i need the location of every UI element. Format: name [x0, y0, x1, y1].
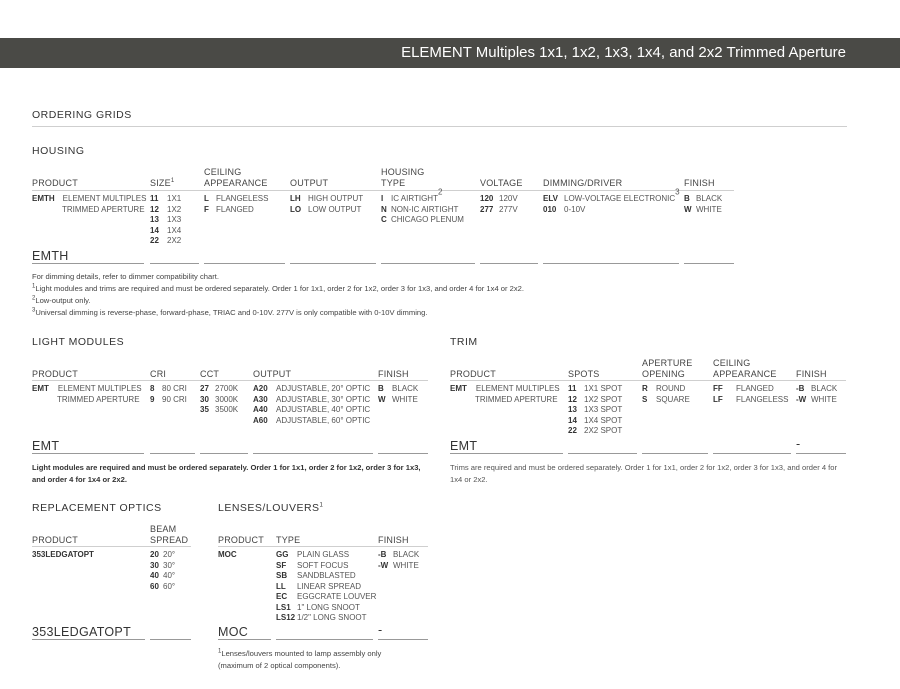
list-item: LL LINEAR SPREAD [276, 581, 362, 591]
trim-ceiling-header: CEILING APPEARANCE [713, 358, 777, 379]
order-field-housing-type[interactable] [381, 263, 475, 264]
housing-finish-list [684, 192, 722, 213]
list-item: SF SOFT FOCUS [276, 560, 349, 570]
list-item: A20 ADJUSTABLE, 20° OPTIC [253, 384, 371, 393]
lm-header-rule [32, 380, 428, 381]
order-field-ceiling[interactable] [713, 453, 791, 454]
order-field-dimming[interactable] [543, 263, 679, 264]
order-field-product[interactable] [32, 639, 145, 640]
list-item: C CHICAGO PLENUM [381, 215, 464, 224]
lenses-order-prefix: MOC [218, 625, 249, 639]
lm-product-header: PRODUCT [32, 369, 78, 379]
housing-type-header: HOUSING TYPE [381, 167, 425, 188]
list-item: 010 0-10V [543, 204, 586, 214]
list-item: 22 2X2 SPOT [568, 426, 623, 435]
lm-finish-header: FINISH [378, 369, 409, 379]
order-field-finish[interactable] [796, 453, 846, 454]
list-item: W WHITE [378, 394, 418, 404]
ro-beam-list [150, 548, 175, 590]
trim-product-header: PRODUCT [450, 369, 496, 379]
list-item: 13 1X3 SPOT [568, 405, 623, 414]
list-item: 11 1X1 [150, 194, 182, 203]
housing-output-list [290, 192, 363, 213]
list-item: B BLACK [684, 194, 723, 203]
order-field-finish[interactable] [378, 639, 428, 640]
lm-finish-list [378, 382, 418, 403]
footnote: $^2$Low-output only. [32, 295, 91, 305]
trim-ceiling-list [713, 382, 788, 403]
list-item: 20 20° [150, 550, 176, 559]
trim-product-cell: EMT ELEMENT MULTIPLES TRIMMED APERTURE [450, 384, 560, 404]
lenses-heading: LENSES/LOUVERS$^1$ [218, 502, 324, 514]
order-field-size[interactable] [150, 263, 199, 264]
order-field-aperture[interactable] [642, 453, 708, 454]
lm-output-header: OUTPUT [253, 369, 292, 379]
trim-order-dash: - [796, 437, 801, 451]
divider [32, 126, 847, 127]
lenses-order-dash: - [378, 623, 383, 637]
list-item: 12 1X2 SPOT [568, 394, 623, 404]
list-item: A60 ADJUSTABLE, 60° OPTIC [253, 415, 371, 425]
housing-output-header: OUTPUT [290, 178, 329, 188]
housing-size-list [150, 192, 181, 245]
list-item: LF FLANGELESS [713, 394, 789, 404]
footnote: $^1$Light modules and trims are required and must be ordered separately. Order 1 for 1x1, order 2 for 1x2, order 3 for 1x3, and order 4 for 1x4 or 2x2. [32, 283, 524, 293]
list-item: -W WHITE [796, 394, 837, 404]
list-item: 35 3500K [200, 405, 239, 414]
lm-output-list [253, 382, 370, 424]
housing-product-cell: EMTH ELEMENT MULTIPLES TRIMMED APERTURE [32, 194, 147, 214]
list-item: 11 1X1 SPOT [568, 384, 623, 393]
light-modules-heading: LIGHT MODULES [32, 336, 125, 348]
list-item: I IC AIRTIGHT$^2$ [381, 187, 443, 203]
lm-order-prefix: EMT [32, 439, 60, 453]
order-field-product[interactable] [32, 453, 144, 454]
ro-order-prefix: 353LEDGATOPT [32, 625, 132, 639]
list-item: B BLACK [378, 384, 419, 393]
housing-heading: HOUSING [32, 145, 85, 157]
list-item: 277 277V [480, 204, 518, 214]
housing-header-rule [32, 190, 734, 191]
list-item: 30 3000K [200, 394, 239, 404]
ro-product-header: PRODUCT [32, 535, 78, 545]
lenses-type-list [276, 548, 376, 622]
order-field-cct[interactable] [200, 453, 248, 454]
order-field-cri[interactable] [150, 453, 195, 454]
list-item: LS1 1" LONG SNOOT [276, 602, 360, 612]
trim-spots-list [568, 382, 622, 435]
trim-finish-list [796, 382, 837, 403]
list-item: 120 120V [480, 194, 518, 203]
lm-cri-list [150, 382, 187, 403]
order-field-output[interactable] [290, 263, 376, 264]
list-item: N NON-IC AIRTIGHT [381, 204, 459, 214]
list-item: LH HIGH OUTPUT [290, 194, 364, 203]
lm-cct-header: CCT [200, 369, 220, 379]
housing-dimming-list [543, 187, 680, 214]
list-item: A40 ADJUSTABLE, 40° OPTIC [253, 405, 371, 414]
list-item: -B BLACK [796, 384, 838, 393]
housing-type-list [381, 187, 464, 224]
trim-heading: TRIM [450, 336, 478, 348]
list-item: 9 90 CRI [150, 394, 187, 404]
list-item: 14 1X4 SPOT [568, 415, 623, 425]
list-item: 60 60° [150, 581, 176, 591]
list-item: SB SANDBLASTED [276, 571, 356, 580]
list-item: S SQUARE [642, 394, 690, 404]
housing-dimming-header: DIMMING/DRIVER [543, 178, 623, 188]
housing-voltage-list [480, 192, 518, 213]
list-item: 13 1X3 [150, 215, 182, 224]
title-banner [0, 38, 900, 68]
lenses-product-cell: MOC [218, 550, 237, 559]
trim-spots-header: SPOTS [568, 369, 600, 379]
ro-beam-header: BEAM SPREAD [150, 524, 189, 545]
order-field-output[interactable] [253, 453, 373, 454]
list-item: LO LOW OUTPUT [290, 204, 362, 214]
footnote: $^3$Universal dimming is reverse-phase, forward-phase, TRIAC and 0-10V. 277V is only compatible with 0-10V dimming. [32, 307, 428, 317]
housing-ceiling-list [204, 192, 268, 213]
ro-product-cell: 353LEDGATOPT [32, 550, 94, 559]
housing-product-header: PRODUCT [32, 178, 78, 188]
lenses-header-rule [218, 546, 428, 547]
order-field-finish[interactable] [378, 453, 428, 454]
list-item: R ROUND [642, 384, 686, 393]
lm-cri-header: CRI [150, 369, 167, 379]
order-field-ceiling[interactable] [204, 263, 285, 264]
housing-finish-header: FINISH [684, 178, 715, 188]
list-item: 40 40° [150, 571, 176, 580]
order-field-product[interactable] [32, 263, 144, 264]
housing-ceiling-header: CEILING APPEARANCE [204, 167, 268, 188]
trim-note: Trims are required and must be ordered separately. Order 1 for 1x1, order 2 for 1x2, order 3 for 1x3, and order 4 for 1x4 or 2x2. [450, 463, 838, 484]
document-title: ELEMENT Multiples 1x1, 1x2, 1x3, 1x4, and 2x2 Trimmed Aperture [401, 44, 846, 61]
order-field-product[interactable] [450, 453, 563, 454]
list-item: 22 2X2 [150, 236, 182, 245]
list-item: FF FLANGED [713, 384, 774, 393]
order-field-finish[interactable] [684, 263, 734, 264]
list-item: A30 ADJUSTABLE, 30° OPTIC [253, 394, 371, 404]
list-item: ELV LOW-VOLTAGE ELECTRONIC$^3$ [543, 187, 680, 203]
list-item: 27 2700K [200, 384, 239, 393]
ordering-grids-heading: ORDERING GRIDS [32, 109, 132, 121]
ro-header-rule [32, 546, 191, 547]
trim-aperture-list [642, 382, 690, 403]
order-field-type[interactable] [276, 639, 373, 640]
list-item: -W WHITE [378, 560, 419, 570]
footnote: For dimming details, refer to dimmer compatibility chart. [32, 272, 219, 281]
lenses-product-header: PRODUCT [218, 535, 264, 545]
housing-notes [32, 271, 524, 319]
lenses-finish-header: FINISH [378, 535, 409, 545]
lm-note: Light modules are required and must be ordered separately. Order 1 for 1x1, order 2 for 1x2, order 3 for 1x3, and order 4 for 1x4 or 2x2. [32, 463, 421, 484]
lm-product-cell: EMT ELEMENT MULTIPLES TRIMMED APERTURE [32, 384, 142, 404]
order-field-product[interactable] [218, 639, 271, 640]
trim-aperture-header: APERTURE OPENING [642, 358, 693, 379]
trim-finish-header: FINISH [796, 369, 827, 379]
order-field-spots[interactable] [568, 453, 637, 454]
replacement-optics-heading: REPLACEMENT OPTICS [32, 502, 162, 514]
list-item: 30 30° [150, 560, 176, 570]
trim-header-rule [450, 380, 846, 381]
housing-order-prefix: EMTH [32, 249, 69, 263]
lenses-note: $^1$Lenses/louvers mounted to lamp assembly only (maximum of 2 optical components). [218, 648, 382, 670]
list-item: F FLANGED [204, 204, 254, 214]
lenses-finish-list [378, 548, 419, 569]
list-item: 12 1X2 [150, 204, 182, 214]
list-item: L FLANGELESS [204, 194, 269, 203]
lenses-type-header: TYPE [276, 535, 301, 545]
list-item: LS12 1/2" LONG SNOOT [276, 613, 367, 622]
list-item: GG PLAIN GLASS [276, 550, 350, 559]
housing-size-header: SIZE$^1$ [150, 178, 175, 188]
list-item: 8 80 CRI [150, 384, 187, 393]
lm-cct-list [200, 382, 238, 414]
list-item: EC EGGCRATE LOUVER [276, 592, 377, 601]
trim-order-prefix: EMT [450, 439, 478, 453]
list-item: -B BLACK [378, 550, 420, 559]
order-field-voltage[interactable] [480, 263, 538, 264]
order-field-beam[interactable] [150, 639, 191, 640]
housing-voltage-header: VOLTAGE [480, 178, 523, 188]
list-item: 14 1X4 [150, 225, 182, 235]
list-item: W WHITE [684, 204, 722, 214]
